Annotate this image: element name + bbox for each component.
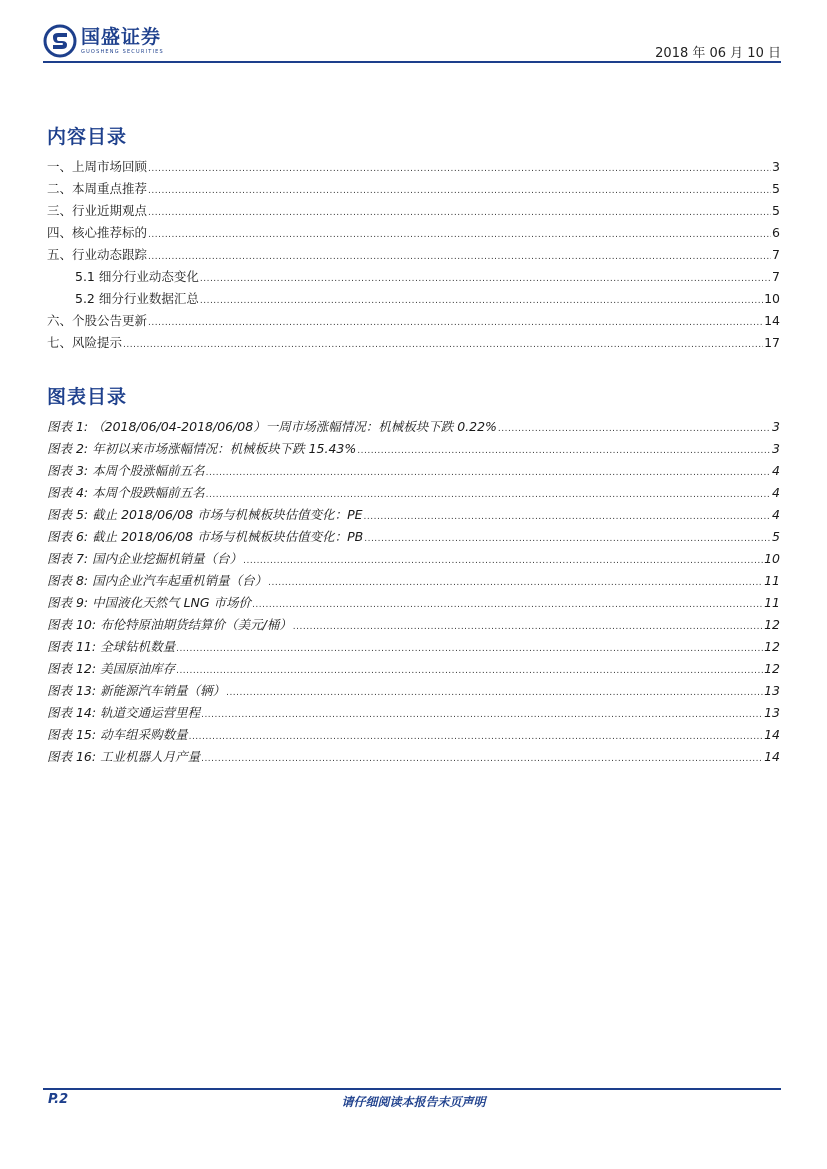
page-number: P.2 bbox=[48, 1092, 69, 1107]
toc-entry[interactable] bbox=[47, 267, 780, 289]
toc-entry[interactable] bbox=[47, 461, 780, 483]
toc-leader-dots bbox=[268, 578, 763, 588]
toc-entry-label: 一、上周市场回顾 bbox=[47, 159, 148, 174]
toc-leader-dots bbox=[293, 622, 763, 632]
toc-leader-dots bbox=[189, 732, 764, 742]
logo-icon bbox=[43, 24, 77, 58]
toc-entry-label: 图表 8: 国内企业汽车起重机销量（台） bbox=[47, 573, 268, 588]
toc-leader-dots bbox=[148, 186, 771, 196]
toc-entry-label: 四、核心推荐标的 bbox=[47, 225, 148, 240]
toc-entry-page: 5 bbox=[772, 529, 780, 544]
toc-leader-dots bbox=[364, 512, 772, 522]
toc-leader-dots bbox=[148, 252, 771, 262]
toc-entry-label: 图表 6: 截止 2018/06/08 市场与机械板块估值变化：PB bbox=[47, 529, 364, 544]
contents-list bbox=[47, 157, 780, 355]
toc-entry[interactable] bbox=[47, 179, 780, 201]
toc-entry-label: 图表 2: 年初以来市场涨幅情况：机械板块下跌 15.43% bbox=[47, 441, 357, 456]
toc-entry-label: 图表 11: 全球钻机数量 bbox=[47, 639, 176, 654]
toc-leader-dots bbox=[206, 468, 771, 478]
figures-title: 图表目录 bbox=[47, 386, 128, 408]
toc-leader-dots bbox=[148, 230, 771, 240]
toc-leader-dots bbox=[252, 600, 763, 610]
toc-entry-label: 图表 4: 本周个股跌幅前五名 bbox=[47, 485, 205, 500]
toc-leader-dots bbox=[200, 296, 763, 306]
logo-name-en: GUOSHENG SECURITIES bbox=[81, 49, 164, 55]
toc-leader-dots bbox=[200, 274, 771, 284]
logo-text bbox=[81, 26, 164, 55]
toc-entry-label: 六、个股公告更新 bbox=[47, 313, 148, 328]
toc-leader-dots bbox=[176, 666, 763, 676]
toc-entry[interactable] bbox=[47, 549, 780, 571]
toc-entry-page: 12 bbox=[764, 661, 780, 676]
toc-entry[interactable] bbox=[47, 157, 780, 179]
toc-entry-page: 5 bbox=[772, 181, 780, 196]
toc-entry-label: 二、本周重点推荐 bbox=[47, 181, 148, 196]
contents-title: 内容目录 bbox=[47, 126, 128, 148]
toc-entry-page: 13 bbox=[764, 683, 780, 698]
toc-entry[interactable] bbox=[47, 223, 780, 245]
report-date: 2018 年 06 月 10 日 bbox=[655, 46, 781, 61]
toc-leader-dots bbox=[364, 534, 771, 544]
toc-entry[interactable] bbox=[47, 311, 780, 333]
toc-entry[interactable] bbox=[47, 571, 780, 593]
page-header bbox=[0, 0, 827, 64]
toc-leader-dots bbox=[243, 556, 763, 566]
toc-entry-label: 图表 9: 中国液化天然气 LNG 市场价 bbox=[47, 595, 252, 610]
toc-entry[interactable] bbox=[47, 245, 780, 267]
toc-leader-dots bbox=[148, 208, 771, 218]
toc-entry-page: 12 bbox=[764, 617, 780, 632]
toc-leader-dots bbox=[201, 754, 763, 764]
toc-entry-page: 12 bbox=[764, 639, 780, 654]
toc-entry-page: 6 bbox=[772, 225, 780, 240]
figures-list bbox=[47, 417, 780, 769]
toc-entry-label: 5.1 细分行业动态变化 bbox=[75, 269, 199, 284]
toc-entry[interactable] bbox=[47, 659, 780, 681]
toc-entry[interactable] bbox=[47, 505, 780, 527]
toc-leader-dots bbox=[498, 424, 771, 434]
footer-divider bbox=[43, 1088, 781, 1090]
toc-leader-dots bbox=[148, 318, 763, 328]
toc-entry-page: 3 bbox=[772, 441, 780, 456]
toc-entry[interactable] bbox=[47, 201, 780, 223]
toc-entry-label: 图表 14: 轨道交通运营里程 bbox=[47, 705, 201, 720]
toc-entry[interactable] bbox=[47, 615, 780, 637]
toc-entry-label: 图表 1: （2018/06/04-2018/06/08）一周市场涨幅情况：机械板块下跌 0.22% bbox=[47, 419, 497, 434]
toc-entry[interactable] bbox=[47, 483, 780, 505]
toc-entry-label: 图表 10: 布伦特原油期货结算价（美元/桶） bbox=[47, 617, 292, 632]
toc-entry-label: 图表 12: 美国原油库存 bbox=[47, 661, 176, 676]
toc-entry[interactable] bbox=[47, 439, 780, 461]
logo-name-cn: 国盛证券 bbox=[81, 26, 162, 48]
toc-entry[interactable] bbox=[47, 593, 780, 615]
toc-entry-page: 14 bbox=[764, 727, 780, 742]
toc-entry-label: 五、行业动态跟踪 bbox=[47, 247, 148, 262]
toc-entry-page: 4 bbox=[772, 463, 780, 478]
toc-leader-dots bbox=[123, 340, 763, 350]
toc-entry-page: 13 bbox=[764, 705, 780, 720]
toc-entry-page: 3 bbox=[772, 419, 780, 434]
toc-entry-label: 三、行业近期观点 bbox=[47, 203, 148, 218]
company-logo bbox=[43, 24, 164, 58]
toc-entry-label: 图表 15: 动车组采购数量 bbox=[47, 727, 188, 742]
toc-leader-dots bbox=[201, 710, 763, 720]
toc-entry-page: 17 bbox=[764, 335, 780, 350]
toc-entry-page: 3 bbox=[772, 159, 780, 174]
toc-entry-label: 图表 5: 截止 2018/06/08 市场与机械板块估值变化：PE bbox=[47, 507, 363, 522]
toc-entry[interactable] bbox=[47, 637, 780, 659]
toc-leader-dots bbox=[226, 688, 763, 698]
toc-entry-label: 图表 7: 国内企业挖掘机销量（台） bbox=[47, 551, 243, 566]
toc-entry-page: 5 bbox=[772, 203, 780, 218]
toc-entry[interactable] bbox=[47, 681, 780, 703]
header-divider bbox=[43, 61, 781, 63]
toc-entry[interactable] bbox=[47, 417, 780, 439]
toc-entry-label: 七、风险提示 bbox=[47, 335, 123, 350]
toc-entry-page: 10 bbox=[764, 291, 780, 306]
toc-entry-page: 14 bbox=[764, 749, 780, 764]
toc-entry-label: 图表 3: 本周个股涨幅前五名 bbox=[47, 463, 205, 478]
toc-entry[interactable] bbox=[47, 703, 780, 725]
toc-entry-label: 图表 13: 新能源汽车销量（辆） bbox=[47, 683, 226, 698]
toc-entry-page: 4 bbox=[772, 507, 780, 522]
toc-entry-page: 11 bbox=[764, 573, 780, 588]
toc-leader-dots bbox=[148, 164, 771, 174]
toc-entry-page: 4 bbox=[772, 485, 780, 500]
toc-entry[interactable] bbox=[47, 333, 780, 355]
toc-entry-label: 5.2 细分行业数据汇总 bbox=[75, 291, 199, 306]
toc-entry-page: 7 bbox=[772, 269, 780, 284]
toc-entry[interactable] bbox=[47, 289, 780, 311]
disclaimer-note: 请仔细阅读本报告末页声明 bbox=[341, 1095, 486, 1109]
toc-entry[interactable] bbox=[47, 527, 780, 549]
toc-leader-dots bbox=[357, 446, 771, 456]
toc-entry[interactable] bbox=[47, 747, 780, 769]
toc-entry-label: 图表 16: 工业机器人月产量 bbox=[47, 749, 201, 764]
toc-entry-page: 11 bbox=[764, 595, 780, 610]
toc-entry-page: 10 bbox=[764, 551, 780, 566]
toc-leader-dots bbox=[206, 490, 771, 500]
toc-leader-dots bbox=[176, 644, 763, 654]
toc-entry-page: 14 bbox=[764, 313, 780, 328]
toc-entry[interactable] bbox=[47, 725, 780, 747]
toc-entry-page: 7 bbox=[772, 247, 780, 262]
